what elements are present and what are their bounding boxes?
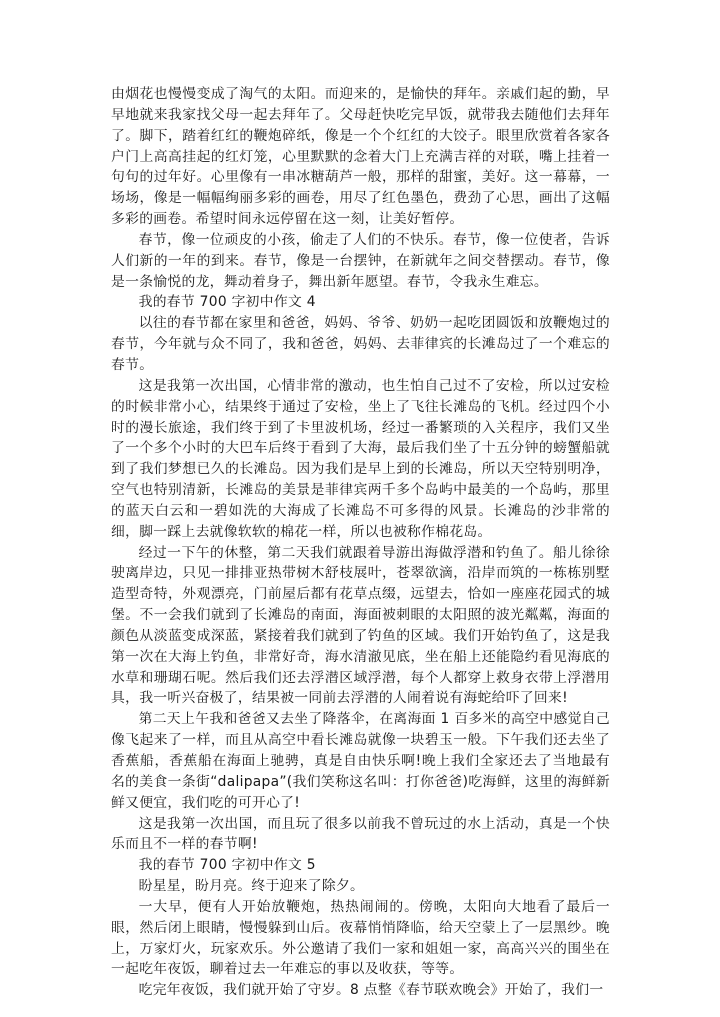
paragraph-9: 一大早，便有人开始放鞭炮，热热闹闹的。傍晚，太阳向大地看了最后一眼，然后闭上眼睛，慢慢躲到山后。夜幕悄悄降临，给天空蒙上了一层黑纱。晚上，万家灯火，玩家欢乐。外公邀请了我们一家和姐姐一家，高高兴兴的围坐在一起吃年夜饭，聊着过去一年难忘的事以及收获，等等。	[111, 898, 610, 978]
essay-title-5: 我的春节 700 字初中作文 5	[138, 857, 316, 874]
paragraph-4: 这是我第一次出国，心情非常的激动，也生怕自己过不了安检，所以过安检的时候非常小心，结果终于通过了安检，坐上了飞往长滩岛的飞机。经过四个小时的漫长旅途，我们终于到了卡里波机场，经过一番繁琐的入关程序，我们又坐了一个多个小时的大巴车后终于看到了大海，最后我们坐了十五分钟的螃蟹船就到了我们梦想已久的长滩岛。因为我们是早上到的长滩岛，所以天空特别明净，空气也特别清新，长滩岛的美景是菲律宾两千多个岛屿中最美的一个岛屿，那里的蓝天白云和一碧如洗的大海成了长滩岛不可多得的风景。长滩岛的沙非常的细，脚一踩上去就像软软的棉花一样，所以也被称作棉花岛。	[111, 377, 610, 540]
paragraph-6: 第二天上午我和爸爸又去坐了降落伞，在离海面 1 百多米的高空中感觉自己像飞起来了一样，而且从高空中看长滩岛就像一块碧玉一般。下午我们还去坐了香蕉船，香蕉船在海面上驰骋，真是自由快乐啊!晚上我们全家还去了当地最有名的美食一条街“dalipapa”(我们笑称这名叫：打你爸爸)吃海鲜，这里的海鲜新鲜又便宜，我们吃的可开心了!	[111, 711, 610, 811]
paragraph-1: 由烟花也慢慢变成了淘气的太阳。而迎来的，是愉快的拜年。亲戚们起的勤，早早地就来我家找父母一起去拜年了。父母赶快吃完早饭，就带我去随他们去拜年了。脚下，踏着红红的鞭炮碎纸，像是一个个红红的大饺子。眼里欣赏着各家各户门上高高挂起的红灯笼，心里默默的念着大门上充满吉祥的对联，嘴上挂着一句句的过年好。心里像有一串冰糖葫芦一般，那样的甜蜜，美好。这一幕幕，一场场，像是一幅幅绚丽多彩的画卷，用尽了红色墨色，费劲了心思，画出了这幅多彩的画卷。希望时间永远停留在这一刻，让美好暂停。	[111, 86, 610, 228]
paragraph-3: 以往的春节都在家里和爸爸，妈妈、爷爷、奶奶一起吃团圆饭和放鞭炮过的春节，今年就与众不同了，我和爸爸，妈妈、去菲律宾的长滩岛过了一个难忘的春节。	[111, 315, 610, 373]
paragraph-10: 吃完年夜饭，我们就开始了守岁。8 点整《春节联欢晚会》开始了，我们一	[138, 982, 604, 999]
paragraph-5: 经过一下午的休整，第二天我们就跟着导游出海做浮潜和钓鱼了。船儿徐徐驶离岸边，只见一排排亚热带树木舒枝展叶，苍翠欲滴，沿岸而筑的一栋栋别墅造型奇特，外观漂亮，门前屋后都有花草点缀，远望去，恰如一座座花园式的城堡。不一会我们就到了长滩岛的南面，海面被刺眼的太阳照的波光粼粼，海面的颜色从淡蓝变成深蓝，紧接着我们就到了钓鱼的区域。我们开始钓鱼了，这是我第一次在大海上钓鱼，非常好奇，海水清澈见底，坐在船上还能隐约看见海底的水草和珊瑚石呢。然后我们还去浮潜区域浮潜，每个人都穿上救身衣带上浮潜用具，我一听兴奋极了，结果被一同前去浮潜的人闹着说有海蛇给吓了回来!	[111, 544, 610, 707]
document-page	[111, 84, 610, 1001]
paragraph-8: 盼星星，盼月亮。终于迎来了除夕。	[138, 878, 365, 895]
paragraph-2: 春节，像一位顽皮的小孩，偷走了人们的不快乐。春节，像一位使者，告诉人们新的一年的到来。春节，像是一台摆钟，在新就年之间交替摆动。春节，像是一条愉悦的龙，舞动着身子，舞出新年愿望。春节，令我永生难忘。	[111, 231, 610, 290]
paragraph-7: 这是我第一次出国，而且玩了很多以前我不曾玩过的水上活动，真是一个快乐而且不一样的春节啊!	[111, 815, 610, 853]
essay-title-4: 我的春节 700 字初中作文 4	[138, 294, 316, 311]
